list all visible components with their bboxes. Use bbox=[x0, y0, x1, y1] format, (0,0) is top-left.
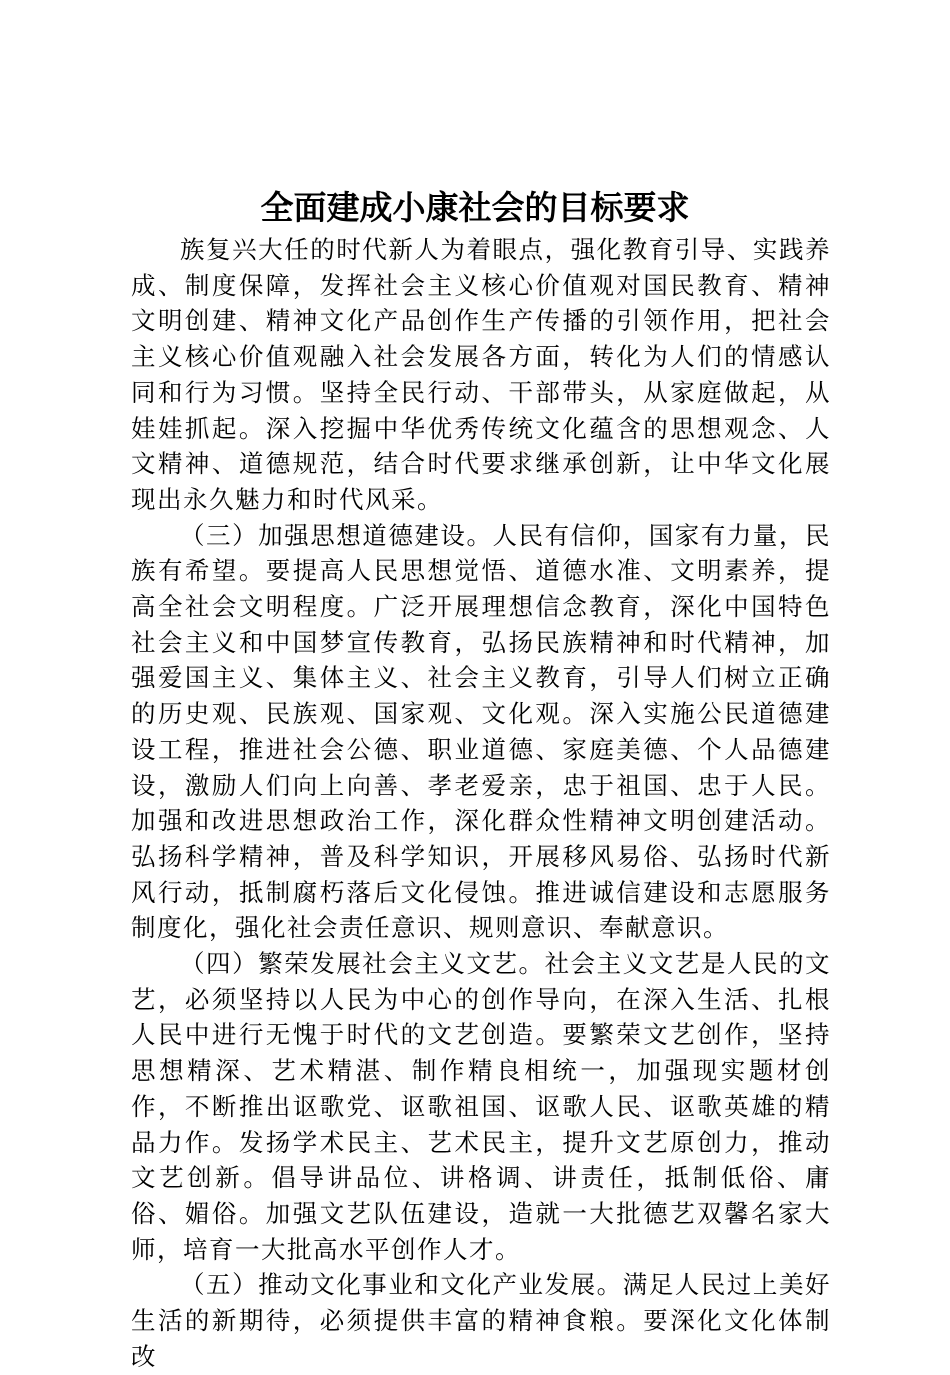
paragraph-2: （三）加强思想道德建设。人民有信仰，国家有力量，民族有希望。要提高人民思想觉悟、道德水准、文明素养，提高全社会文明程度。广泛开展理想信念教育，深化中国特色社会主义和中国梦宣传教育，弘扬民族精神和时代精神，加强爱国主义、集体主义、社会主义教育，引导人们树立正确的历史观、民族观、国家观、文化观。深入实施公民道德建设工程，推进社会公德、职业道德、家庭美德、个人品德建设，激励人们向上向善、孝老爱亲，忠于祖国、忠于人民。加强和改进思想政治工作，深化群众性精神文明创建活动。弘扬科学精神，普及科学知识，开展移风易俗、弘扬时代新风行动，抵制腐朽落后文化侵蚀。推进诚信建设和志愿服务制度化，强化社会责任意识、规则意识、奉献意识。 bbox=[131, 520, 831, 943]
paragraph-4: （五）推动文化事业和文化产业发展。满足人民过上美好生活的新期待，必须提供丰富的精神食粮。要深化文化体制改 bbox=[131, 1270, 831, 1371]
document-title: 全面建成小康社会的目标要求 bbox=[260, 188, 690, 227]
document-body bbox=[131, 232, 831, 1375]
paragraph-1: 族复兴大任的时代新人为着眼点，强化教育引导、实践养成、制度保障，发挥社会主义核心价值观对国民教育、精神文明创建、精神文化产品创作生产传播的引领作用，把社会主义核心价值观融入社会发展各方面，转化为人们的情感认同和行为习惯。坚持全民行动、干部带头，从家庭做起，从娃娃抓起。深入挖掘中华优秀传统文化蕴含的思想观念、人文精神、道德规范，结合时代要求继承创新，让中华文化展现出永久魅力和时代风采。 bbox=[131, 235, 831, 514]
paragraph-3: （四）繁荣发展社会主义文艺。社会主义文艺是人民的文艺，必须坚持以人民为中心的创作导向，在深入生活、扎根人民中进行无愧于时代的文艺创造。要繁荣文艺创作，坚持思想精深、艺术精湛、制作精良相统一，加强现实题材创作，不断推出讴歌党、讴歌祖国、讴歌人民、讴歌英雄的精品力作。发扬学术民主、艺术民主，提升文艺原创力，推动文艺创新。倡导讲品位、讲格调、讲责任，抵制低俗、庸俗、媚俗。加强文艺队伍建设，造就一大批德艺双馨名家大师，培育一大批高水平创作人才。 bbox=[131, 949, 831, 1264]
